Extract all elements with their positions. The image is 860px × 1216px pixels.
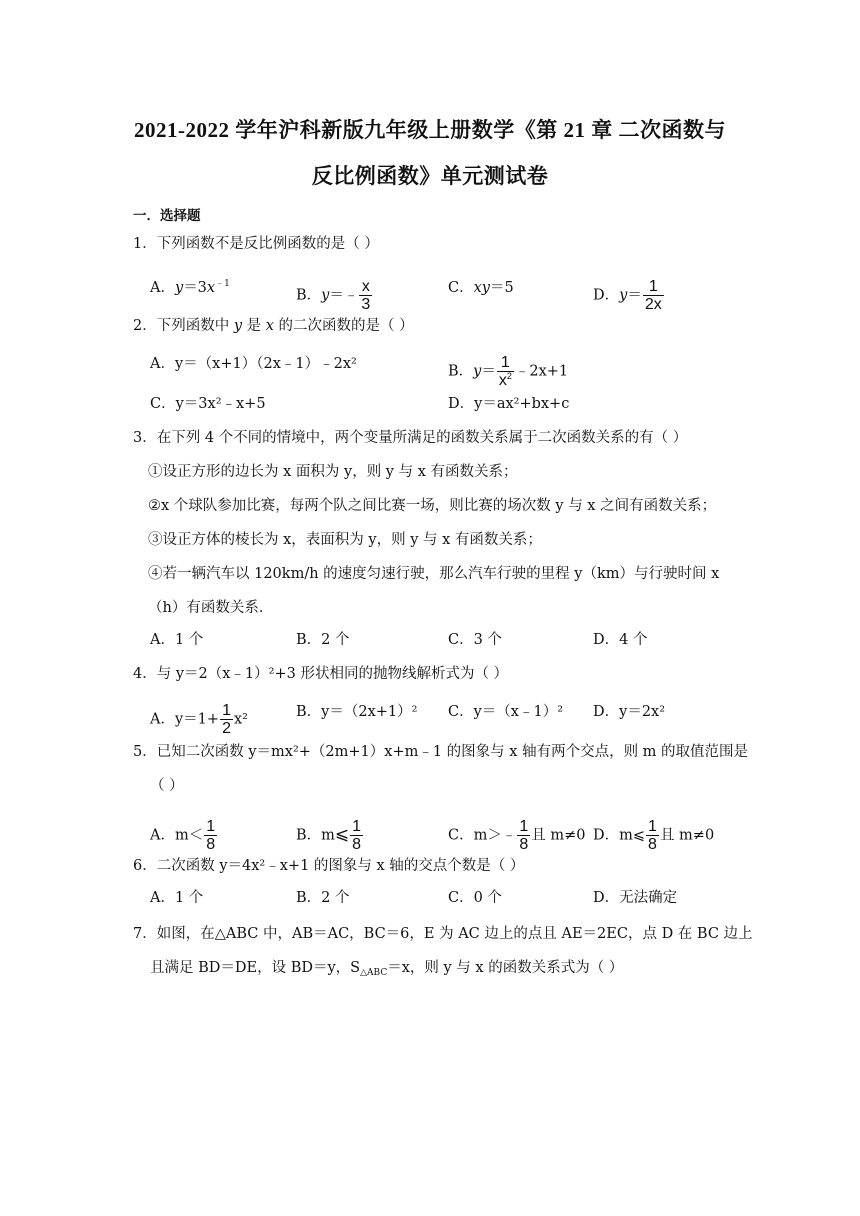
q3-situation-2: ②x 个球队参加比赛，每两个队之间比赛一场，则比赛的场次数 y 与 x 之间有函数关系； xyxy=(148,498,717,514)
q5-option-c: C．m＞﹣ $\frac{1}{8}$ 且 m≠0 xyxy=(448,818,586,853)
q6-option-d: D．无法确定 xyxy=(593,890,678,906)
q1-option-a: A．$y=3x^{﹣1}$ xyxy=(150,279,230,296)
q3-option-a: A．1 个 xyxy=(150,632,204,648)
q2-option-c: C．y＝3x²﹣x+5 xyxy=(150,396,266,412)
section-heading: 一．选择题 xyxy=(133,208,201,224)
q3-option-b: B．2 个 xyxy=(296,632,350,648)
q3-situation-4-line2: （h）有函数关系． xyxy=(148,600,274,616)
q4-option-b: B．y＝（2x+1）² xyxy=(296,704,418,720)
q7-stem-line2: 且满足 BD＝DE，设 BD＝y，$S_{\triangle ABC}=x$，则 y 与 x 的函数关系式为（ ） xyxy=(150,960,624,978)
q4-option-c: C．y＝（x﹣1）² xyxy=(448,704,564,720)
fraction: $\frac{x}{3}$ xyxy=(361,278,371,313)
q2-option-d: D．y＝ax²+bx+c xyxy=(448,396,570,412)
fraction: $\frac{1}{2x}$ xyxy=(644,278,662,313)
q3-option-d: D．4 个 xyxy=(593,632,648,648)
q1-option-b: B．y＝﹣ $\frac{x}{3}$ xyxy=(296,278,371,313)
q3-situation-4-line1: ④若一辆汽车以 120km/h 的速度匀速行驶，那么汽车行驶的里程 y（km）与行驶时间 x xyxy=(148,566,720,582)
fraction: $\frac{1}{8}$ xyxy=(519,818,529,853)
q5-stem-line1: 5．已知二次函数 y＝mx²+（2m+1）x+m﹣1 的图象与 x 轴有两个交点，则 m 的取值范围是 xyxy=(133,744,749,760)
q3-stem: 3．在下列 4 个不同的情境中，两个变量所满足的函数关系属于二次函数关系的有（ ） xyxy=(133,430,688,446)
q6-option-c: C．0 个 xyxy=(448,890,502,906)
q3-situation-1: ①设正方形的边长为 x 面积为 y，则 y 与 x 有函数关系； xyxy=(148,464,518,480)
q2-stem: 2．下列函数中 y 是 x 的二次函数的是（ ） xyxy=(133,318,414,334)
q3-option-c: C．3 个 xyxy=(448,632,502,648)
q5-option-d: D．m⩽ $\frac{1}{8}$ 且 m≠0 xyxy=(593,818,715,853)
q1-option-d: D．y＝ $\frac{1}{2x}$ xyxy=(593,278,662,313)
fraction: $\frac{1}{x^2}$ xyxy=(498,354,512,389)
q4-option-a: A．y＝1+ $\frac{1}{2}$ x² xyxy=(150,702,248,737)
q4-stem: 4．与 y＝2（x﹣1）²+3 形状相同的抛物线解析式为（ ） xyxy=(133,666,509,682)
document-title-line2: 反比例函数》单元测试卷 xyxy=(311,164,549,188)
q1-option-c: C．xy＝5 xyxy=(448,280,514,296)
q2-option-a: A．y＝（x+1）（2x﹣1）﹣2x² xyxy=(150,356,357,372)
q7-stem-line1: 7．如图，在△ABC 中，AB＝AC，BC＝6，E 为 AC 边上的点且 AE＝2EC，点 D 在 BC 边上 xyxy=(133,926,753,942)
q1-stem: 1．下列函数不是反比例函数的是（ ） xyxy=(133,236,379,252)
fraction: $\frac{1}{8}$ xyxy=(352,818,362,853)
q4-option-d: D．y＝2x² xyxy=(593,704,666,720)
fraction: $\frac{1}{8}$ xyxy=(648,818,657,853)
q6-option-a: A．1 个 xyxy=(150,890,204,906)
fraction: $\frac{1}{2}$ xyxy=(222,702,231,737)
q2-option-b: B．y＝ $\frac{1}{x^2}$ ﹣2x+1 xyxy=(448,354,569,389)
q5-option-a: A．m＜ $\frac{1}{8}$ xyxy=(150,818,216,853)
q5-stem-line2: （ ） xyxy=(150,778,184,794)
q6-stem: 6．二次函数 y＝4x²﹣x+1 的图象与 x 轴的交点个数是（ ） xyxy=(133,858,525,874)
document-title-line1: 2021-2022 学年沪科新版九年级上册数学《第 21 章 二次函数与 xyxy=(134,118,726,142)
q6-option-b: B．2 个 xyxy=(296,890,350,906)
q3-situation-3: ③设正方体的棱长为 x，表面积为 y，则 y 与 x 有函数关系； xyxy=(148,532,542,548)
fraction: $\frac{1}{8}$ xyxy=(206,818,216,853)
q5-option-b: B．m⩽ $\frac{1}{8}$ xyxy=(296,818,362,853)
